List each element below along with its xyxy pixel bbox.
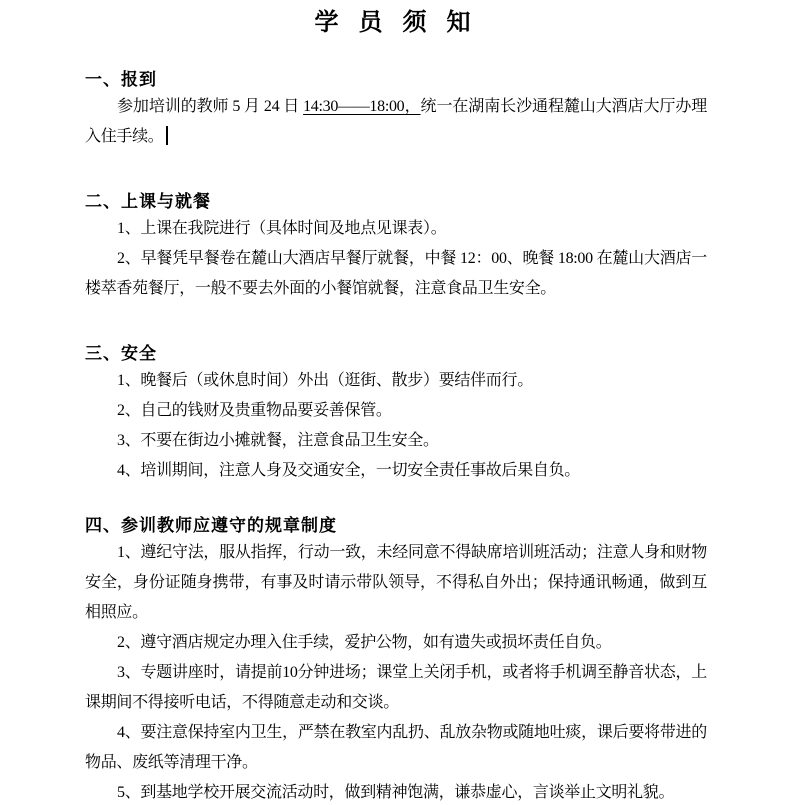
section-1-heading: 一、报到 [85,70,157,89]
section-1-paragraph [85,92,707,152]
section-4-heading: 四、参训教师应遵守的规章制度 [85,516,337,535]
notice-item: 3、不要在街边小摊就餐，注意食品卫生安全。 [117,432,439,449]
notice-item: 4、要注意保持室内卫生，严禁在教室内乱扔、乱放杂物或随地吐痰，课后要将带进的物品、废纸等清理干净。 [85,724,707,771]
text-run: 统一在湖南长沙通程麓山大酒店大厅办理入住手续。 [85,98,707,145]
section-3-heading: 三、安全 [85,344,157,363]
underlined-time-range: 14:30——18:00， [303,98,421,115]
text-cursor [166,126,168,145]
notice-item: 1、晚餐后（或休息时间）外出（逛街、散步）要结伴而行。 [117,372,533,389]
notice-item: 3、专题讲座时，请提前10分钟进场；课堂上关闭手机，或者将手机调至静音状态，上课期间不得接听电话，不得随意走动和交谈。 [85,664,707,711]
text-run: 参加培训的教师 5 月 24 日 [117,98,304,115]
notice-item: 2、早餐凭早餐卷在麓山大酒店早餐厅就餐，中餐 12：00、晚餐 18:00 在麓山大酒店一楼萃香苑餐厅，一般不要去外面的小餐馆就餐，注意食品卫生安全。 [85,250,707,297]
notice-item: 2、遵守酒店规定办理入住手续，爱护公物，如有遗失或损坏责任自负。 [117,634,612,651]
notice-item: 2、自己的钱财及贵重物品要妥善保管。 [117,402,392,419]
page-title: 学 员 须 知 [314,10,478,36]
notice-item: 1、遵纪守法，服从指挥，行动一致，未经同意不得缺席培训班活动；注意人身和财物安全，身份证随身携带，有事及时请示带队领导，不得私自外出；保持通讯畅通，做到互相照应。 [85,544,707,621]
section-2-heading: 二、上课与就餐 [85,192,211,211]
notice-item: 5、到基地学校开展交流活动时，做到精神饱满，谦恭虚心，言谈举止文明礼貌。 [117,784,675,801]
notice-item: 4、培训期间，注意人身及交通安全，一切安全责任事故后果自负。 [117,462,581,479]
notice-item: 1、上课在我院进行（具体时间及地点见课表）。 [117,220,447,237]
